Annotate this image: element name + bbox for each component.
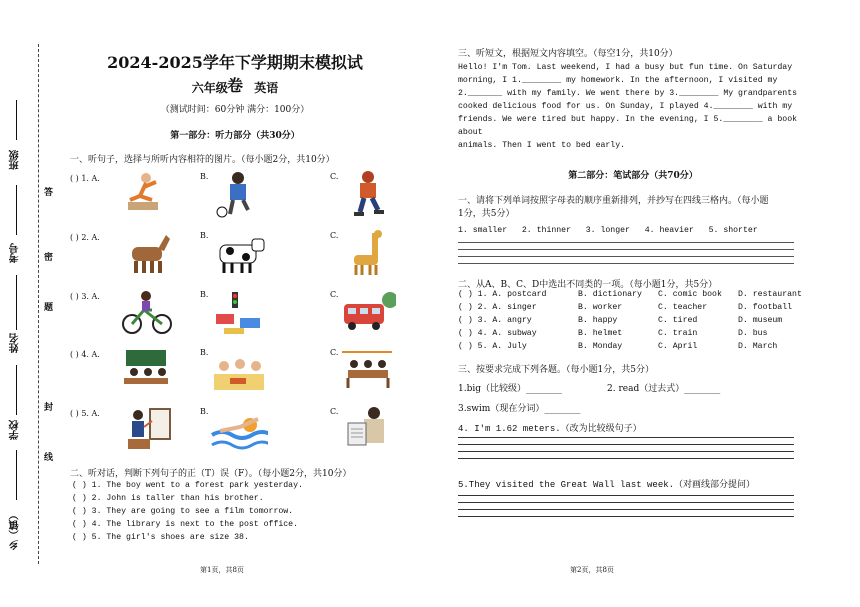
choice-question: ( ) 1. A. postcard <box>458 290 547 299</box>
choice-option: B. Monday <box>578 342 623 351</box>
skater-icon <box>338 170 396 218</box>
list-item: ( ) 4. The library is next to the post office. <box>72 520 299 529</box>
option-letter: B. <box>200 290 209 299</box>
task-2: 2. read（过去式）________ <box>607 384 721 394</box>
school-blank <box>16 450 17 500</box>
horse-icon <box>118 229 176 277</box>
subject: 英语 <box>254 81 279 95</box>
answer-line <box>458 437 794 438</box>
passage-line: cooked delicious food for us. On Sunday, I played 4.________ with my <box>458 102 793 111</box>
answer-line <box>458 444 794 445</box>
exam-subtitle <box>100 79 370 96</box>
task-1: 1.big（比较级）________ <box>458 384 562 394</box>
passage-line: 2._______ with my family. We went there by 3.________ My grandparents <box>458 89 798 98</box>
option-letter: C. <box>330 172 339 181</box>
exam-title: 2024-2025学年下学期期末模拟试卷 <box>107 53 363 95</box>
township-label: 乡（镇） <box>10 510 21 550</box>
choice-option: D. football <box>738 303 793 312</box>
school-label: 学校 <box>10 420 21 440</box>
seal-dashed-line <box>38 44 39 564</box>
question-label: ( ) 1. A. <box>70 174 100 183</box>
writing-q3-heading: 三、按要求完成下列各题。（每小题1分，共5分） <box>458 365 654 375</box>
page-footer-left: 第1页，共8页 <box>200 566 244 574</box>
choice-question: ( ) 4. A. subway <box>458 329 537 338</box>
writing-q1-heading-2: 1分，共5分） <box>458 209 515 219</box>
choice-option: D. restaurant <box>738 290 802 299</box>
listening-q1-heading: 一、听句子，选择与所听内容相符的图片。（每小题2分，共10分） <box>70 155 335 165</box>
question-label: ( ) 2. A. <box>70 233 100 242</box>
listening-q3-heading: 三、听短文，根据短文内容填空。（每空1分，共10分） <box>458 49 678 59</box>
name-blank <box>16 365 17 415</box>
option-letter: B. <box>200 231 209 240</box>
answer-line <box>458 516 794 517</box>
id-blank-top <box>16 185 17 235</box>
bus-icon <box>338 288 396 336</box>
option-letter: B. <box>200 172 209 181</box>
answer-line <box>458 502 794 503</box>
writing-line <box>458 249 794 250</box>
choice-option: D. museum <box>738 316 783 325</box>
picnic-icon <box>210 346 268 394</box>
option-letter: C. <box>330 348 339 357</box>
passage <box>458 61 808 152</box>
writing-line <box>458 256 794 257</box>
choice-question: ( ) 2. A. singer <box>458 303 537 312</box>
choice-option: B. helmet <box>578 329 623 338</box>
answer-line <box>458 458 794 459</box>
grade: 六年级 <box>191 81 228 95</box>
seal-char: 答 <box>44 188 54 198</box>
writing-q1-heading-1: 一、请将下列单词按照字母表的顺序重新排列，并抄写在四线三格内。（每小题 <box>458 196 769 206</box>
id-blank <box>16 275 17 330</box>
option-letter: C. <box>330 231 339 240</box>
part2-heading: 第二部分：笔试部分（共70分） <box>568 171 698 181</box>
choice-option: C. train <box>658 329 698 338</box>
choice-option: C. tired <box>658 316 698 325</box>
choice-option: D. bus <box>738 329 768 338</box>
option-letter: C. <box>330 290 339 299</box>
option-letter: B. <box>200 407 209 416</box>
task-4: 4. I'm 1.62 meters.（改为比较级句子） <box>458 424 642 434</box>
choice-question: ( ) 5. A. July <box>458 342 527 351</box>
class-blank <box>16 100 17 140</box>
reader-icon <box>338 405 396 453</box>
cyclist-icon <box>118 288 176 336</box>
classroom-icon <box>118 346 176 394</box>
choice-option: D. March <box>738 342 778 351</box>
page-footer-right: 第2页，共8页 <box>570 566 614 574</box>
question-label: ( ) 4. A. <box>70 350 100 359</box>
choice-option: C. teacher <box>658 303 708 312</box>
passage-line: Hello! I'm Tom. Last weekend, I had a busy but fun time. On Saturday <box>458 63 793 72</box>
question-label: ( ) 3. A. <box>70 292 100 301</box>
passage-line: friends. We were tired but happy. In the evening, I 5.________ a book about <box>458 115 798 137</box>
choice-option: C. April <box>658 342 698 351</box>
list-item: ( ) 2. John is taller than his brother. <box>72 494 264 503</box>
word-list: 1. smaller 2. thinner 3. longer 4. heavier 5. shorter <box>458 226 758 235</box>
party-icon <box>338 346 396 394</box>
list-item: ( ) 1. The boy went to a forest park yesterday. <box>72 481 303 490</box>
answer-line <box>458 509 794 510</box>
writing-line <box>458 242 794 243</box>
choice-option: B. worker <box>578 303 623 312</box>
answer-line <box>458 451 794 452</box>
name-label: 姓名 <box>10 333 21 353</box>
list-item: ( ) 5. The girl's shoes are size 38. <box>72 533 249 542</box>
painter-icon <box>118 405 176 453</box>
seal-char: 题 <box>44 303 54 313</box>
task-5: 5.They visited the Great Wall last week.（对画线部分提问） <box>458 480 756 490</box>
true-false-list <box>72 479 303 544</box>
class-label: 班级 <box>10 150 21 170</box>
option-letter: C. <box>330 407 339 416</box>
writing-q2-heading: 二、从A、B、C、D中选出不同类的一项。（每小题1分，共5分） <box>458 280 718 290</box>
option-letter: B. <box>200 348 209 357</box>
part1-heading: 第一部分：听力部分（共30分） <box>170 131 300 141</box>
passage-line: morning, I 1.________ my homework. In the afternoon, I visited my <box>458 76 778 85</box>
task-3: 3.swim（现在分词）________ <box>458 404 581 414</box>
listening-q2-heading: 二、听对话，判断下列句子的正（T）误（F）。（每小题2分，共10分） <box>70 469 352 479</box>
giraffe-icon <box>338 229 396 277</box>
seal-char: 封 <box>44 403 54 413</box>
list-item: ( ) 3. They are going to see a film tomorrow. <box>72 507 294 516</box>
swimmer-icon <box>210 405 268 453</box>
seal-char: 密 <box>44 253 54 263</box>
soccer-boy-icon <box>210 170 268 218</box>
choice-option: B. happy <box>578 316 618 325</box>
answer-line <box>458 495 794 496</box>
choice-option: C. comic book <box>658 290 722 299</box>
choice-option: B. dictionary <box>578 290 642 299</box>
writing-line <box>458 263 794 264</box>
seal-char: 线 <box>44 453 54 463</box>
passage-line: animals. Then I went to bed early. <box>458 141 626 150</box>
choice-question: ( ) 3. A. angry <box>458 316 532 325</box>
question-label: ( ) 5. A. <box>70 409 100 418</box>
traffic-icon <box>210 288 268 336</box>
long-jump-icon <box>118 170 176 218</box>
cow-icon <box>210 229 268 277</box>
exam-info: （测试时间：60分钟 满分：100分） <box>160 105 310 115</box>
exam-number-label: 考号 <box>10 243 21 263</box>
